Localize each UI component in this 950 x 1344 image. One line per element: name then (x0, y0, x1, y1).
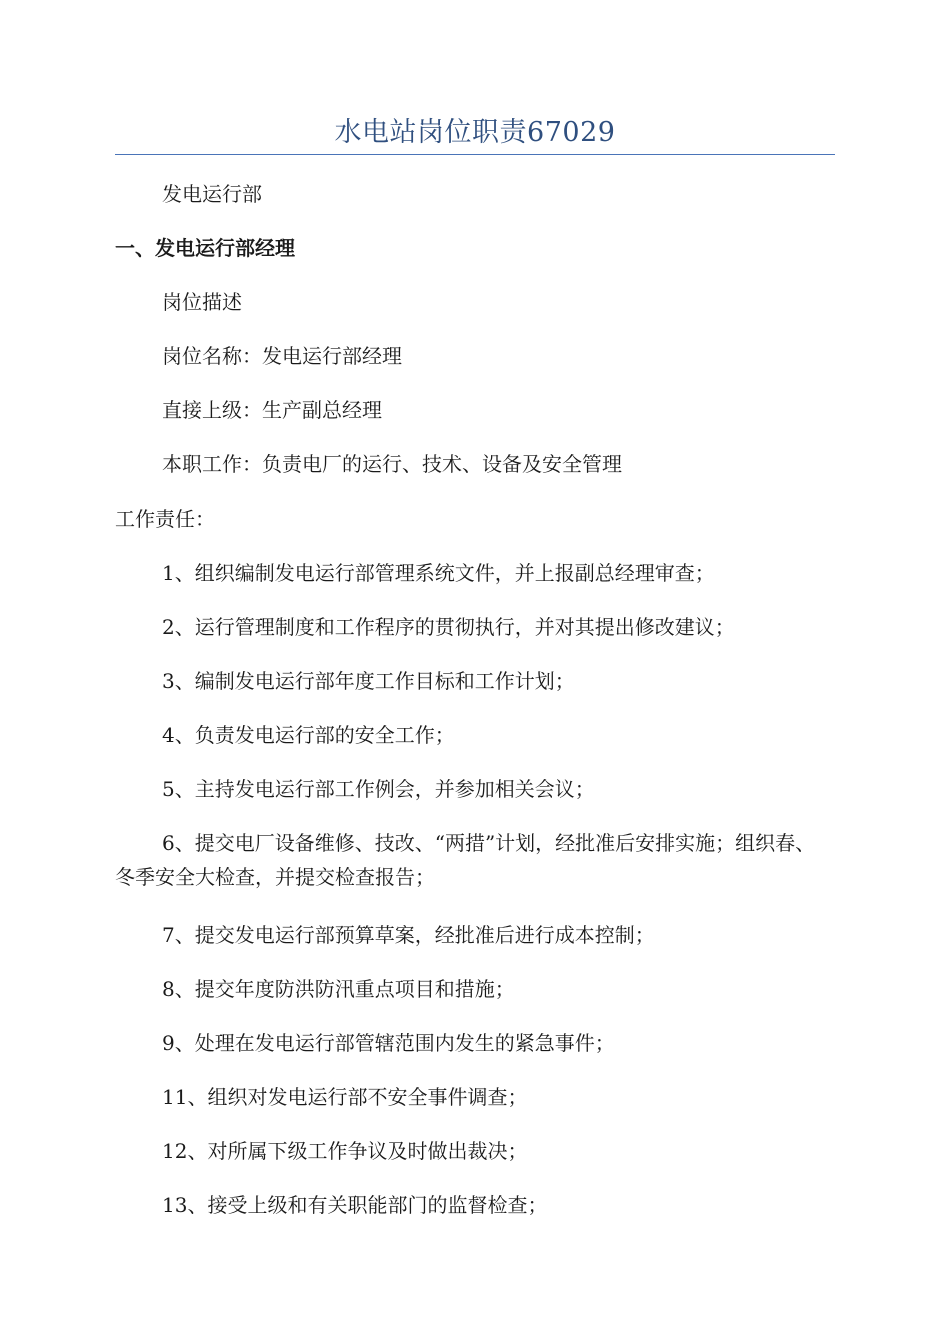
job-description-label: 岗位描述 (162, 290, 242, 314)
list-item: 7、提交发电运行部预算草案，经批准后进行成本控制； (162, 923, 655, 947)
list-item: 2、运行管理制度和工作程序的贯彻执行，并对其提出修改建议； (162, 615, 735, 639)
section-heading: 一、发电运行部经理 (115, 236, 295, 260)
list-item: 13、接受上级和有关职能部门的监督检查； (162, 1193, 548, 1217)
list-item: 12、对所属下级工作争议及时做出裁决； (162, 1139, 528, 1163)
title-underline (115, 154, 835, 155)
list-item: 6、提交电厂设备维修、技改、“两措”计划，经批准后安排实施；组织春、冬季安全大检查，并提交检查报告； (115, 831, 816, 889)
department-label: 发电运行部 (162, 182, 262, 206)
list-item: 1、组织编制发电运行部管理系统文件，并上报副总经理审查； (162, 561, 715, 585)
responsibility-label: 工作责任： (115, 507, 215, 531)
superior-line: 直接上级：生产副总经理 (162, 398, 382, 422)
list-item: 5、主持发电运行部工作例会，并参加相关会议； (162, 777, 595, 801)
list-item: 3、编制发电运行部年度工作目标和工作计划； (162, 669, 575, 693)
document-title: 水电站岗位职责67029 (334, 117, 616, 148)
list-item: 4、负责发电运行部的安全工作； (162, 723, 455, 747)
job-name-line: 岗位名称：发电运行部经理 (162, 344, 402, 368)
list-item: 9、处理在发电运行部管辖范围内发生的紧急事件； (162, 1031, 615, 1055)
list-item: 8、提交年度防洪防汛重点项目和措施； (162, 977, 515, 1001)
duty-line: 本职工作：负责电厂的运行、技术、设备及安全管理 (162, 452, 622, 476)
list-item: 11、组织对发电运行部不安全事件调查； (162, 1085, 528, 1109)
